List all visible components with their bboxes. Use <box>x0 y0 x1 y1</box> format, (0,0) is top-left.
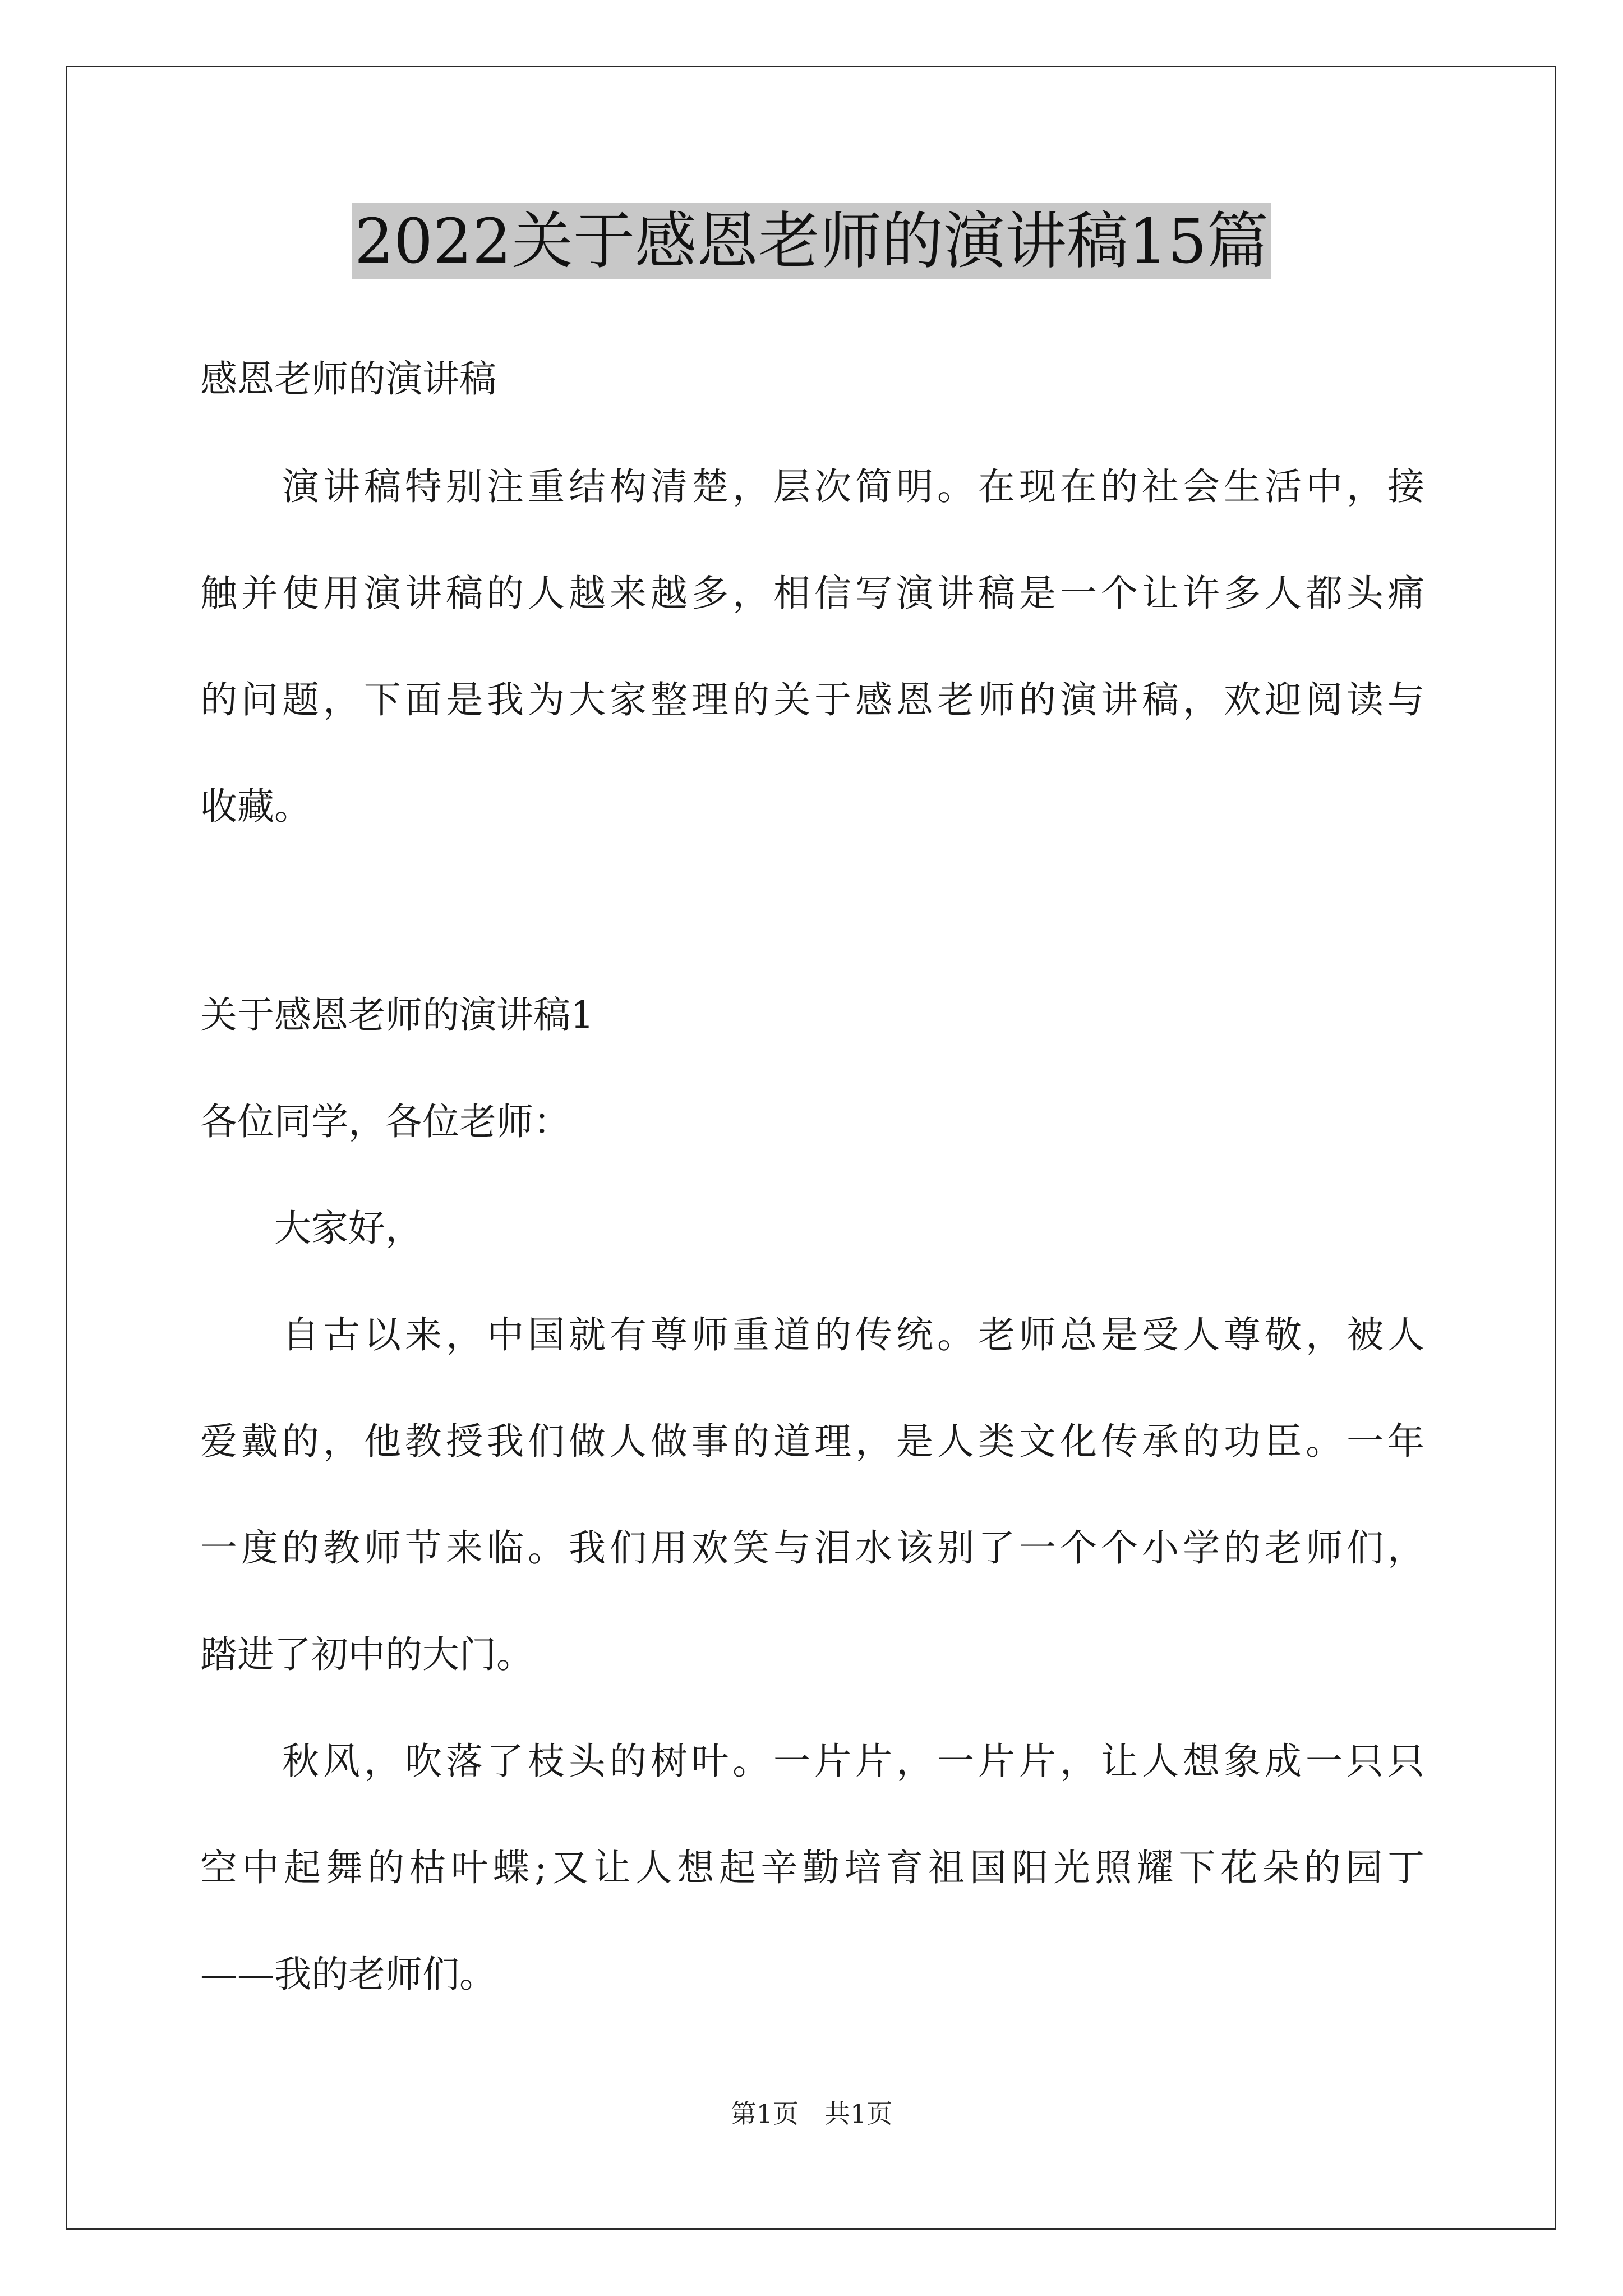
salutation-line: 各位同学，各位老师： <box>200 1100 570 1143</box>
paragraph-line: 收藏。 <box>200 785 311 828</box>
title-container <box>0 203 1623 279</box>
paragraph-line: 一度的教师节来临。我们用欢笑与泪水该别了一个个小学的老师们， <box>200 1526 1424 1570</box>
paragraph-line: 踏进了初中的大门。 <box>200 1633 533 1676</box>
paragraph-line: 的问题，下面是我为大家整理的关于感恩老师的演讲稿，欢迎阅读与 <box>200 678 1424 721</box>
page-number-footer: 第1页 共1页 <box>730 2099 893 2129</box>
paragraph-line: 自古以来，中国就有尊师重道的传统。老师总是受人尊敬，被人 <box>200 1313 1424 1356</box>
paragraph-line: 触并使用演讲稿的人越来越多，相信写演讲稿是一个让许多人都头痛 <box>200 572 1424 615</box>
paragraph-line: 秋风，吹落了枝头的树叶。一片片，一片片，让人想象成一只只 <box>200 1740 1424 1783</box>
section-heading: 感恩老师的演讲稿 <box>200 357 496 401</box>
greeting-line: 大家好， <box>200 1207 422 1250</box>
paragraph-line: 爱戴的，他教授我们做人做事的道理，是人类文化传承的功臣。一年 <box>200 1420 1424 1463</box>
paragraph-line: 空中起舞的枯叶蝶;又让人想起辛勤培育祖国阳光照耀下花朵的园丁 <box>200 1846 1424 1889</box>
document-title: 2022关于感恩老师的演讲稿15篇 <box>352 203 1271 279</box>
paragraph-line: ——我的老师们。 <box>200 1953 496 1996</box>
paragraph-line: 演讲稿特别注重结构清楚，层次简明。在现在的社会生活中，接 <box>200 465 1424 508</box>
section-heading: 关于感恩老师的演讲稿1 <box>200 993 594 1037</box>
